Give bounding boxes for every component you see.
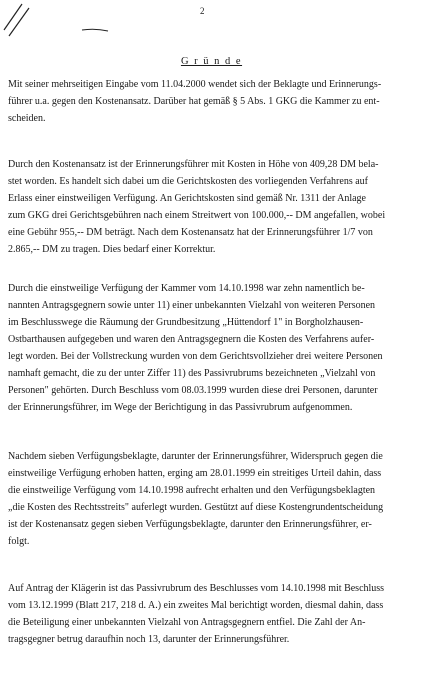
text-line: führer u.a. gegen den Kostenansatz. Darüber hat gemäß § 5 Abs. 1 GKG die Kammer zu ent- bbox=[8, 96, 380, 107]
text-line: Nachdem sieben Verfügungsbeklagte, darunter der Erinnerungsführer, Widerspruch gegen die bbox=[8, 451, 383, 462]
text-line: tragsgegner betrug daraufhin noch 13, darunter der Erinnerungsführer. bbox=[8, 634, 290, 645]
text-line: vom 13.12.1999 (Blatt 217, 218 d. A.) ein zweites Mal berichtigt worden, diesmal dahin, dass bbox=[8, 600, 384, 611]
text-line: Auf Antrag der Klägerin ist das Passivrubrum des Beschlusses vom 14.10.1998 mit Beschluss bbox=[8, 583, 385, 594]
page-number: 2 bbox=[200, 6, 205, 16]
text-line: die einstweilige Verfügung vom 14.10.1998 aufrecht erhalten und den Verfügungsbeklagten bbox=[8, 485, 376, 496]
text-line: scheiden. bbox=[8, 113, 46, 124]
text-line: Personen" gehörten. Durch Beschluss vom 08.03.1999 wurden diese drei Personen, darunter bbox=[8, 385, 378, 396]
text-line: „die Kosten des Rechtsstreits" auferlegt wurden. Gestützt auf diese Kostengrundentscheidung bbox=[8, 502, 384, 513]
text-line: Durch den Kostenansatz ist der Erinnerungsführer mit Kosten in Höhe von 409,28 DM bela- bbox=[8, 159, 379, 170]
text-line: der Erinnerungsführer, im Wege der Berichtigung in das Passivrubrum aufgenommen. bbox=[8, 402, 353, 413]
text-line: Durch die einstweilige Verfügung der Kammer vom 14.10.1998 war zehn namentlich be- bbox=[8, 283, 365, 294]
text-line: zum GKG drei Gerichtsgebühren nach einem Streitwert von 100.000,-- DM angefallen, wobei bbox=[8, 210, 386, 221]
text-line: folgt. bbox=[8, 536, 30, 547]
text-line: Mit seiner mehrseitigen Eingabe vom 11.04.2000 wendet sich der Beklagte und Erinnerungs- bbox=[8, 79, 382, 90]
text-line: 2.865,-- DM zu tragen. Dies bedarf einer Korrektur. bbox=[8, 244, 216, 255]
text-line: die Beteiligung einer unbekannten Vielzahl von Antragsgegnern entfiel. Die Zahl der An- bbox=[8, 617, 366, 628]
text-line: ist der Kostenansatz gegen sieben Verfügungsbeklagte, darunter den Erinnerungsführer, er- bbox=[8, 519, 372, 530]
section-heading: G r ü n d e bbox=[180, 56, 243, 67]
text-line: legt worden. Bei der Vollstreckung wurden von dem Gerichtsvollzieher drei weitere Personen bbox=[8, 351, 383, 362]
text-line: nannten Antragsgegnern sowie unter 11) einer unbekannten Vielzahl von weiteren Personen bbox=[8, 300, 376, 311]
text-line: im Beschlusswege die Räumung der Grundbesitzung „Hüttendorf 1" in Borgholzhausen- bbox=[8, 317, 364, 328]
text-line: namhaft gemacht, die zu der unter Ziffer 11) des Passivrubrums bezeichneten „Vielzahl von bbox=[8, 368, 376, 379]
text-line: Erlass einer einstweiligen Verfügung. An Gerichtskosten sind gemäß Nr. 1311 der Anlage bbox=[8, 193, 366, 204]
text-line: eine Gebühr 955,-- DM beträgt. Nach dem Kostenansatz hat der Erinnerungsführer 1/7 von bbox=[8, 227, 373, 238]
handwritten-pen-marks bbox=[0, 0, 120, 50]
text-line: Ostbarthausen aufgegeben und waren den Antragsgegnern die Kosten des Verfahrens aufer- bbox=[8, 334, 375, 345]
text-line: stet worden. Es handelt sich dabei um die Gerichtskosten des vorliegenden Verfahrens auf bbox=[8, 176, 368, 187]
text-line: einstweilige Verfügung erhoben hatten, erging am 28.01.1999 ein streitiges Urteil dahin, dass bbox=[8, 468, 382, 479]
